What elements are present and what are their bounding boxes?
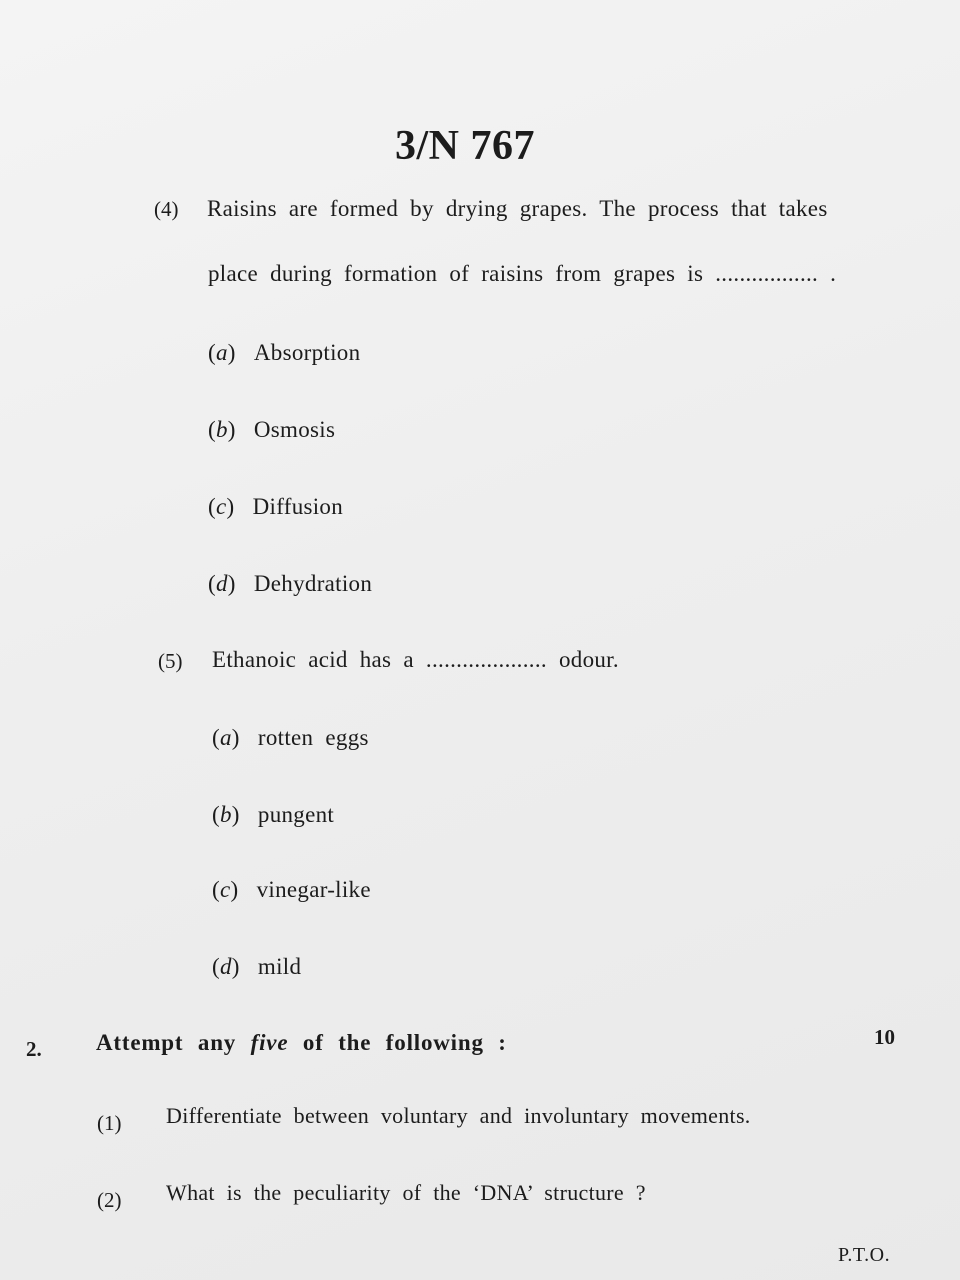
q1-part4-option-b: (b) Osmosis bbox=[208, 417, 336, 442]
q1-part5-option-c: (c) vinegar-like bbox=[212, 877, 371, 902]
q2-heading bbox=[96, 1030, 507, 1056]
q1-part5-option-b: (b) pungent bbox=[212, 802, 335, 827]
q1-part4-option-a: (a) Absorption bbox=[208, 340, 361, 365]
q2-heading-emphasis: five bbox=[250, 1030, 289, 1055]
option-text: Osmosis bbox=[253, 417, 336, 442]
q1-part4-line1: Raisins are formed by drying grapes. The process that takes bbox=[207, 196, 828, 221]
q2-heading-post: of the following : bbox=[302, 1030, 507, 1055]
option-text: vinegar-like bbox=[256, 877, 371, 902]
q2-item1-number: (1) bbox=[97, 1111, 122, 1135]
option-text: Absorption bbox=[253, 340, 361, 365]
paper-code: 3/N 767 bbox=[395, 123, 535, 169]
q1-part5-number: (5) bbox=[158, 649, 183, 673]
q1-part5-option-d: (d) mild bbox=[212, 954, 302, 979]
option-letter: d bbox=[215, 571, 228, 596]
q1-part4-option-c: (c) Diffusion bbox=[208, 494, 344, 519]
option-letter: b bbox=[219, 802, 232, 827]
option-text: mild bbox=[257, 954, 302, 979]
q1-part4-number: (4) bbox=[154, 197, 179, 221]
option-letter: a bbox=[215, 340, 228, 365]
q2-item2-number: (2) bbox=[97, 1188, 122, 1212]
q2-marks: 10 bbox=[874, 1025, 895, 1049]
q1-part4-line2: place during formation of raisins from grapes is ................. . bbox=[208, 261, 837, 286]
q1-part5-option-a: (a) rotten eggs bbox=[212, 725, 369, 750]
q2-item1-text: Differentiate between voluntary and involuntary movements. bbox=[166, 1103, 751, 1128]
q2-item2-text: What is the peculiarity of the ‘DNA’ structure ? bbox=[166, 1180, 646, 1205]
option-text: rotten eggs bbox=[257, 725, 369, 750]
option-text: Dehydration bbox=[253, 571, 373, 596]
option-text: Diffusion bbox=[252, 494, 344, 519]
q1-part5-text: Ethanoic acid has a .................... odour. bbox=[212, 647, 619, 672]
option-letter: b bbox=[215, 417, 228, 442]
option-letter: c bbox=[219, 877, 231, 902]
option-letter: d bbox=[219, 954, 232, 979]
q2-heading-pre: Attempt any bbox=[96, 1030, 237, 1055]
q2-number: 2. bbox=[26, 1037, 42, 1061]
option-text: pungent bbox=[257, 802, 335, 827]
option-letter: c bbox=[215, 494, 227, 519]
pto-label: P.T.O. bbox=[838, 1244, 891, 1266]
option-letter: a bbox=[219, 725, 232, 750]
q1-part4-option-d: (d) Dehydration bbox=[208, 571, 373, 596]
